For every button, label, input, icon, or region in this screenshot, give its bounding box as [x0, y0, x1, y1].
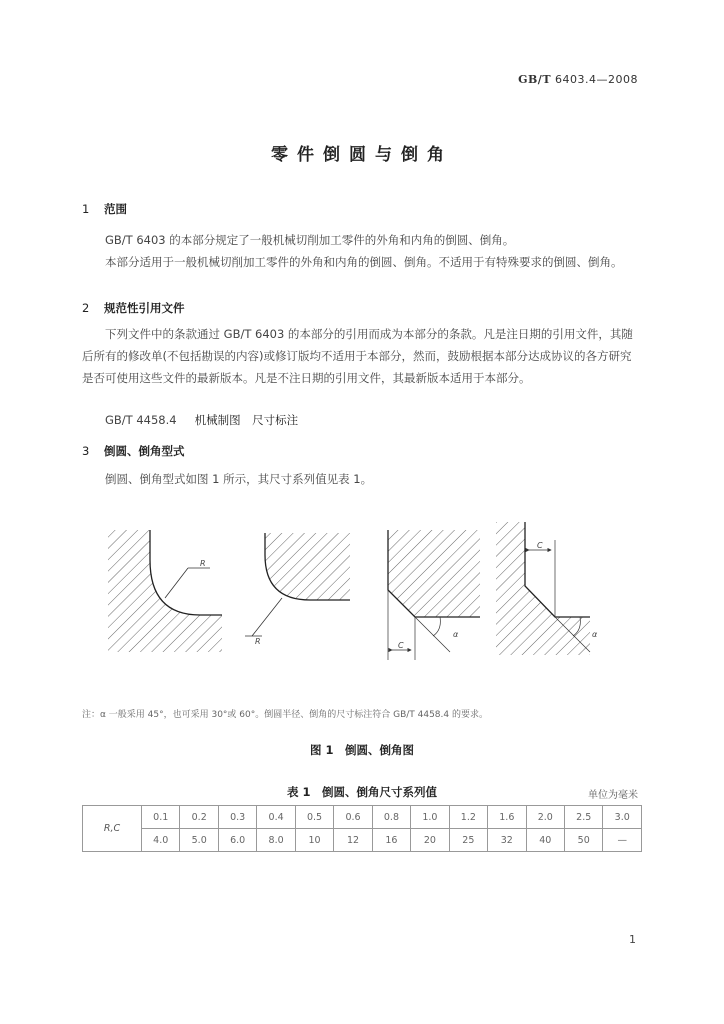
table-cell: 2.0: [526, 806, 564, 829]
table-cell: 2.5: [564, 806, 602, 829]
table-cell: 25: [449, 829, 487, 852]
section-1-title: 范围: [104, 202, 127, 216]
angle-label-2: α: [592, 630, 598, 639]
internal-rounding-view: [245, 533, 350, 646]
document-title: 零件倒圆与倒角: [271, 145, 453, 165]
table-cell: 12: [334, 829, 372, 852]
radius-leader-2: [252, 598, 282, 636]
radius-leader-1: [165, 568, 188, 598]
radius-label-2: R: [255, 637, 261, 646]
table-cell: 0.8: [372, 806, 410, 829]
table-cell: 8.0: [257, 829, 295, 852]
table-cell: 5.0: [180, 829, 218, 852]
table-cell: 0.4: [257, 806, 295, 829]
section-1-paragraph-1: GB/T 6403 的本部分规定了一般机械切削加工零件的外角和内角的倒圆、倒角。: [105, 233, 515, 247]
external-chamfer-view: [496, 522, 598, 655]
section-2-title: 规范性引用文件: [104, 301, 185, 315]
table-cell: 3.0: [603, 806, 642, 829]
section-1-paragraph-2: 本部分适用于一般机械切削加工零件的外角和内角的倒圆、倒角。不适用于有特殊要求的倒圆、倒角。: [105, 255, 623, 269]
table-cell: 1.6: [488, 806, 526, 829]
external-rounding-view: [108, 530, 222, 652]
page-number: 1: [629, 933, 636, 946]
standard-prefix: GB/T: [518, 73, 552, 86]
table-cell: 0.2: [180, 806, 218, 829]
table-cell: 0.3: [218, 806, 256, 829]
reference-code: GB/T 4458.4: [105, 413, 177, 427]
section-3-paragraph: 倒圆、倒角型式如图 1 所示，其尺寸系列值见表 1。: [105, 472, 373, 486]
figure-note: 注：α 一般采用 45°，也可采用 30°或 60°。倒圆半径、倒角的尺寸标注符合 GB/T 4458.4 的要求。: [82, 710, 488, 720]
section-3-number: 3: [82, 444, 90, 458]
standard-code: 6403.4—2008: [555, 73, 638, 86]
table-cell: 16: [372, 829, 410, 852]
table-unit: 单位为毫米: [588, 790, 638, 801]
table-cell: 4.0: [142, 829, 180, 852]
chamfer-label-2: C: [537, 541, 543, 550]
section-2-number: 2: [82, 301, 90, 315]
table-cell: 0.6: [334, 806, 372, 829]
size-series-table: [82, 805, 642, 852]
radius-label-1: R: [200, 559, 206, 568]
table-cell: 10: [295, 829, 333, 852]
section-2-paragraph: 下列文件中的条款通过 GB/T 6403 的本部分的引用而成为本部分的条款。凡是注日期的引用文件，其随后所有的修改单(不包括勘误的内容)或修订版均不适用于本部分，然而，鼓励根据本部分达成协议的各方研究是否可使用这些文件的最新版本。凡是不注日期的引用文件，其最新版本适用于本部分。: [82, 327, 633, 385]
table-cell: 0.5: [295, 806, 333, 829]
external-chamfer-hatch: [496, 522, 590, 655]
external-rounding-hatch: [108, 530, 222, 652]
internal-chamfer-view: [388, 530, 480, 660]
section-3-title: 倒圆、倒角型式: [104, 444, 185, 458]
table-cell: 1.0: [411, 806, 449, 829]
table-cell: 6.0: [218, 829, 256, 852]
reference-title: 机械制图 尺寸标注: [194, 413, 299, 427]
row-header: R,C: [83, 806, 142, 852]
table-cell: 50: [564, 829, 602, 852]
table-cell: —: [603, 829, 642, 852]
table-cell: 32: [488, 829, 526, 852]
table-row: [83, 829, 642, 852]
table-cell: 1.2: [449, 806, 487, 829]
figure-caption: 图 1 倒圆、倒角图: [309, 743, 414, 757]
table-cell: 20: [411, 829, 449, 852]
table-caption: 表 1 倒圆、倒角尺寸系列值: [286, 785, 437, 799]
table-cell: 40: [526, 829, 564, 852]
table-row: [83, 806, 642, 829]
chamfer-label-1: C: [398, 641, 404, 650]
section-1-number: 1: [82, 202, 90, 216]
table-cell: 0.1: [142, 806, 180, 829]
angle-label-1: α: [453, 630, 459, 639]
